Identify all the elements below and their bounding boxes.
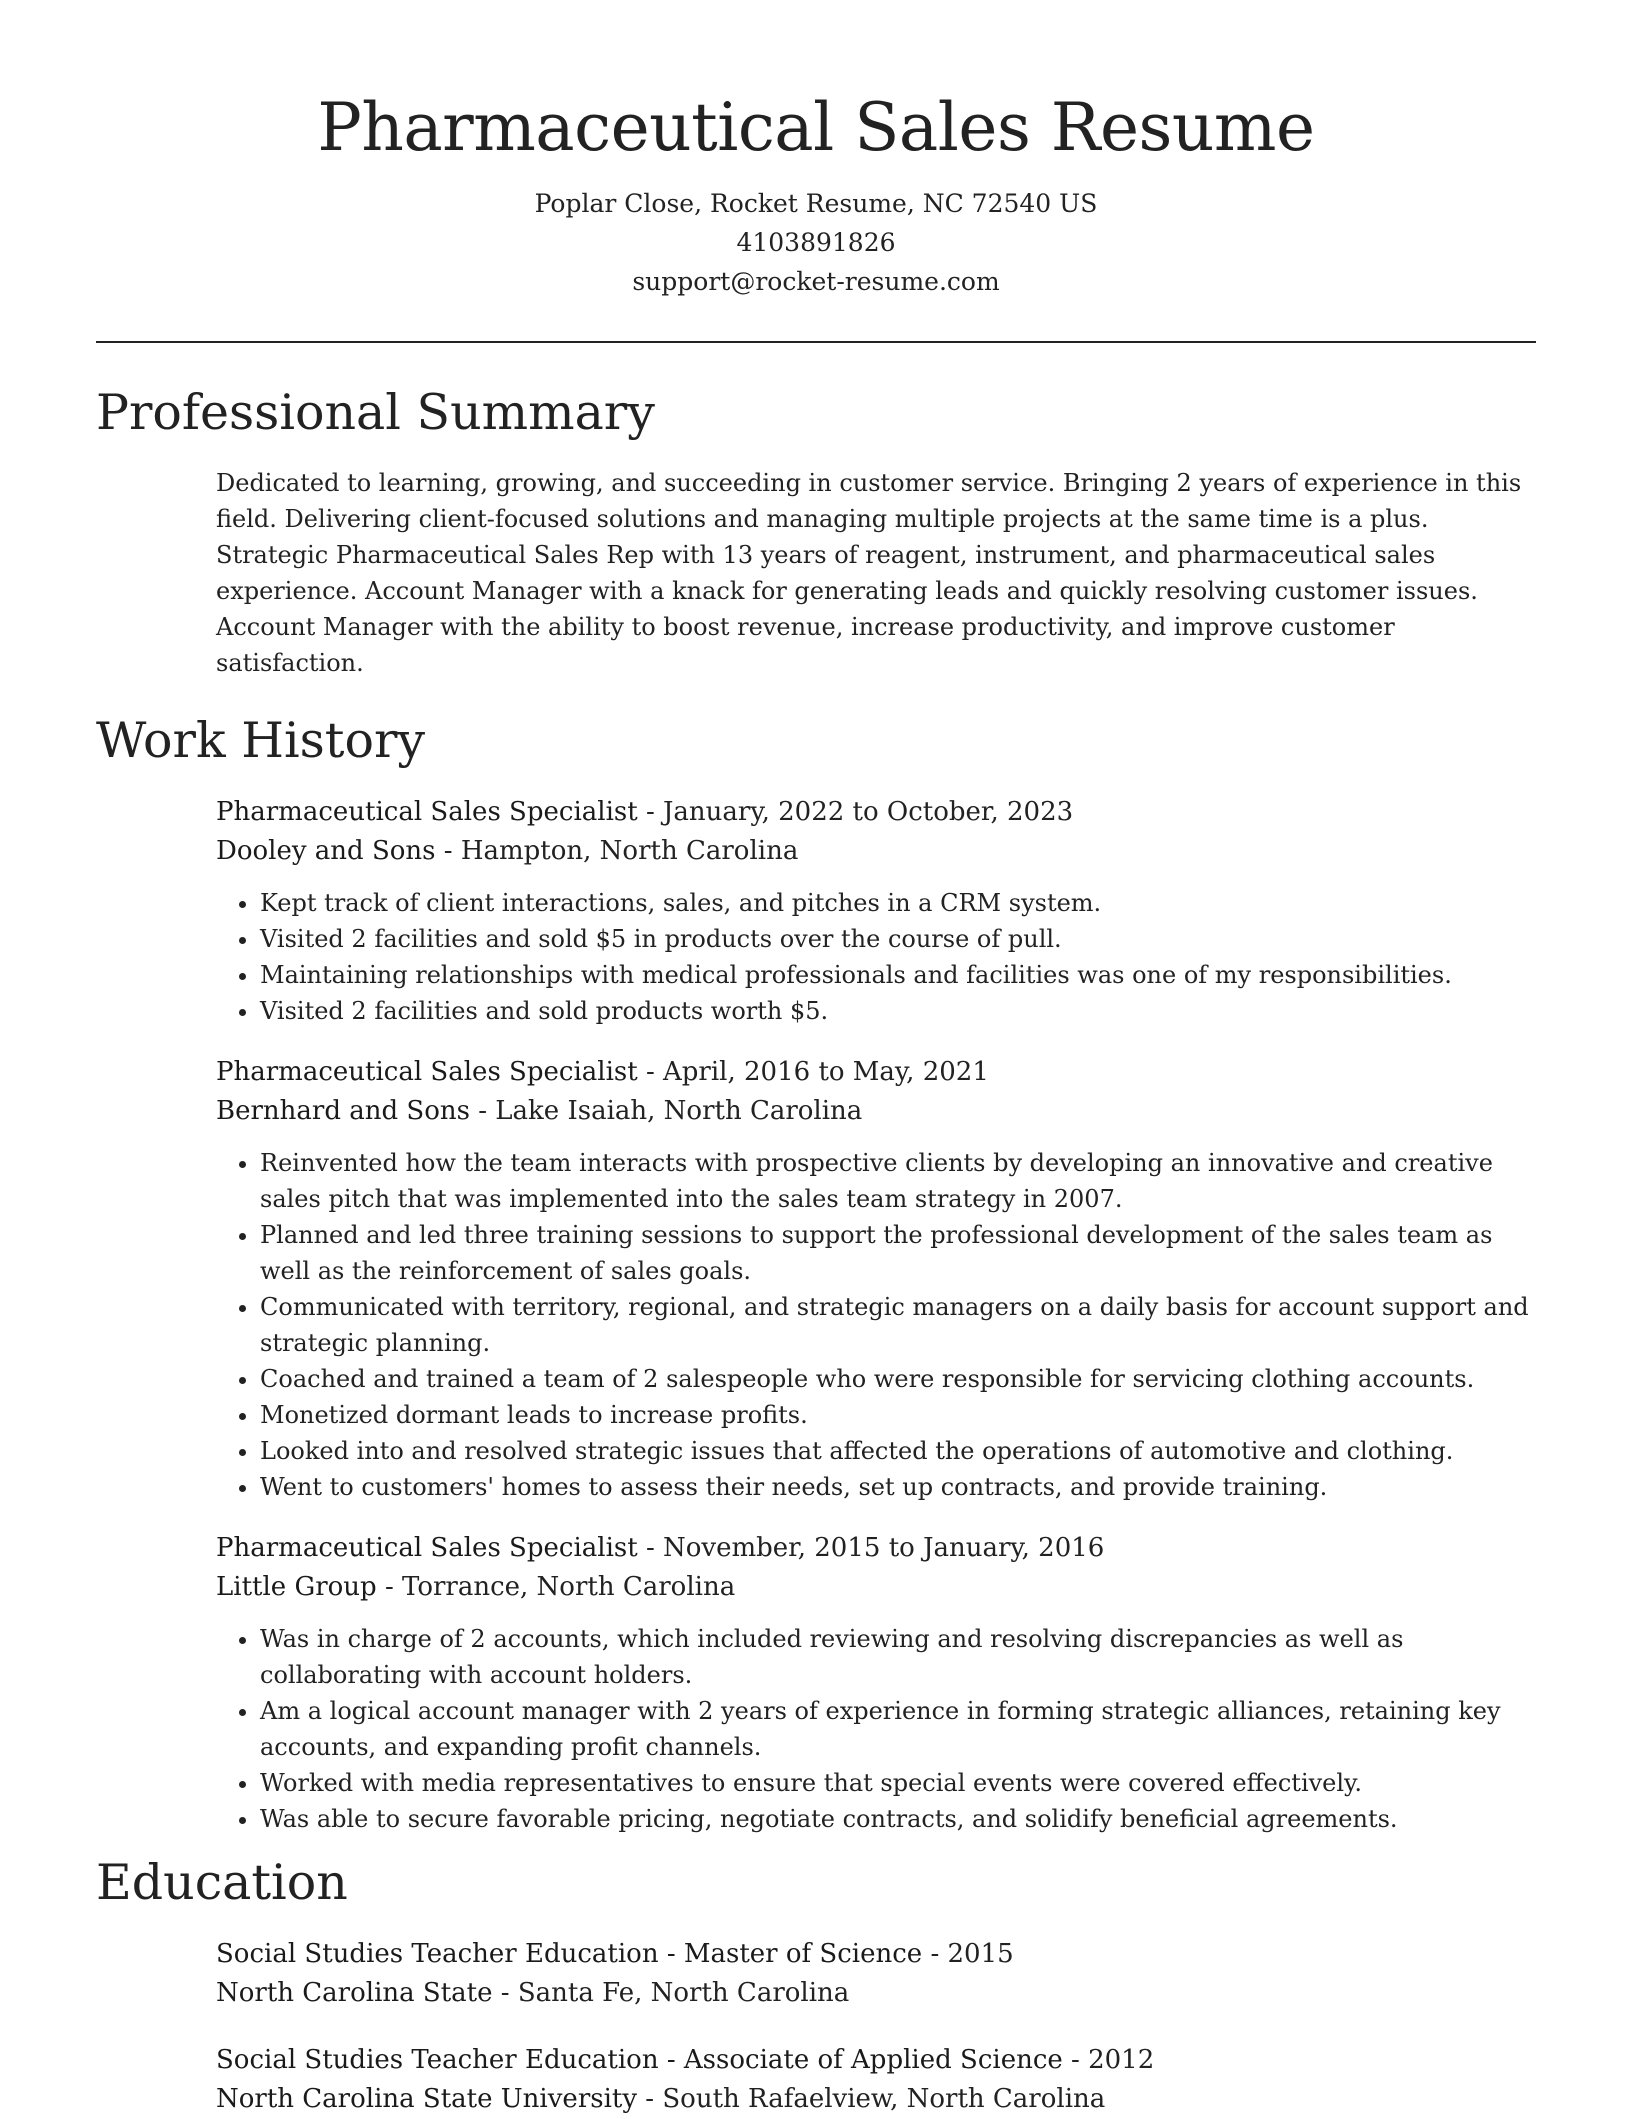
- education-school: North Carolina State: [216, 1978, 493, 2008]
- education-year: - 2015: [922, 1939, 1014, 1969]
- job-bullet: • Kept track of client interactions, sales, and pitches in a CRM system.: [260, 885, 1536, 921]
- job-company-line: [216, 832, 1536, 871]
- education-school: North Carolina State University: [216, 2084, 638, 2114]
- education-degree-line: [216, 1935, 1536, 1974]
- job-company-line: [216, 1092, 1536, 1131]
- job-entry: [216, 1053, 1536, 1505]
- job-bullet: • Visited 2 facilities and sold $5 in products over the course of pull.: [260, 921, 1536, 957]
- education-section: [96, 1851, 1536, 2119]
- job-company: Little Group: [216, 1572, 377, 1602]
- job-bullet: • Was in charge of 2 accounts, which included reviewing and resolving discrepancies as well as collaborating with account holders.: [260, 1621, 1536, 1693]
- job-company: Dooley and Sons: [216, 836, 436, 866]
- job-title-line: [216, 1529, 1536, 1568]
- job-bullet: • Was able to secure favorable pricing, negotiate contracts, and solidify beneficial agreements.: [260, 1801, 1536, 1837]
- education-school-line: [216, 1974, 1536, 2013]
- job-title: Pharmaceutical Sales Specialist: [216, 797, 638, 827]
- contact-phone: 4103891826: [736, 228, 896, 257]
- summary-section: [96, 381, 1536, 681]
- job-dates: - April, 2016 to May, 2021: [637, 1057, 989, 1087]
- education-degree: Social Studies Teacher Education - Master of Science: [216, 1939, 923, 1969]
- education-location: - Santa Fe, North Carolina: [492, 1978, 850, 2008]
- education-entry: [216, 1935, 1536, 2013]
- education-entry: [216, 2041, 1536, 2119]
- job-title-line: [216, 1053, 1536, 1092]
- job-bullet: • Maintaining relationships with medical professionals and facilities was one of my responsibilities.: [260, 957, 1536, 993]
- job-bullet: • Reinvented how the team interacts with prospective clients by developing an innovative and creative sales pitch that was implemented into the sales team strategy in 2007.: [260, 1145, 1536, 1217]
- job-entry: [216, 1529, 1536, 1837]
- job-bullet: • Looked into and resolved strategic issues that affected the operations of automotive and clothing.: [260, 1433, 1536, 1469]
- education-heading: Education: [96, 1854, 348, 1911]
- job-bullet: • Coached and trained a team of 2 salespeople who were responsible for servicing clothing accounts.: [260, 1361, 1536, 1397]
- resume-header: [96, 0, 1536, 301]
- resume-title: Pharmaceutical Sales Resume: [317, 89, 1315, 166]
- job-bullet: • Worked with media representatives to ensure that special events were covered effectively.: [260, 1765, 1536, 1801]
- education-degree-line: [216, 2041, 1536, 2080]
- job-company-line: [216, 1568, 1536, 1607]
- job-title: Pharmaceutical Sales Specialist: [216, 1057, 638, 1087]
- job-bullet: • Monetized dormant leads to increase profits.: [260, 1397, 1536, 1433]
- contact-address: Poplar Close, Rocket Resume, NC 72540 US: [534, 189, 1098, 218]
- contact-info: [96, 184, 1536, 301]
- job-bullets: [216, 1145, 1536, 1505]
- job-bullet: • Went to customers' homes to assess their needs, set up contracts, and provide training.: [260, 1469, 1536, 1505]
- job-bullet: • Planned and led three training sessions to support the professional development of the sales team as well as the reinforcement of sales goals.: [260, 1217, 1536, 1289]
- summary-text: Dedicated to learning, growing, and succeeding in customer service. Bringing 2 years of experience in this field. Delivering client-focused solutions and managing multiple projects at the same time is a plus. Strategic Pharmaceutical Sales Rep with 13 years of reagent, instrument, and pharmaceutical sales experience. Account Manager with a knack for generating leads and quickly resolving customer issues. Account Manager with the ability to boost revenue, increase productivity, and improve customer satisfaction.: [216, 469, 1522, 677]
- job-bullet: • Am a logical account manager with 2 years of experience in forming strategic alliances, retaining key accounts, and expanding profit channels.: [260, 1693, 1536, 1765]
- education-school-line: [216, 2080, 1536, 2119]
- job-bullet: • Communicated with territory, regional, and strategic managers on a daily basis for account support and strategic planning.: [260, 1289, 1536, 1361]
- job-location: - Hampton, North Carolina: [435, 836, 799, 866]
- job-dates: - November, 2015 to January, 2016: [637, 1533, 1105, 1563]
- job-bullets: [216, 885, 1536, 1029]
- job-company: Bernhard and Sons: [216, 1096, 470, 1126]
- job-location: - Torrance, North Carolina: [376, 1572, 736, 1602]
- job-bullet: • Visited 2 facilities and sold products worth $5.: [260, 993, 1536, 1029]
- job-title-line: [216, 793, 1536, 832]
- job-dates: - January, 2022 to October, 2023: [637, 797, 1074, 827]
- work-history-heading: Work History: [96, 712, 426, 769]
- header-divider: [96, 341, 1536, 343]
- summary-heading: Professional Summary: [96, 384, 655, 441]
- work-history-section: [96, 709, 1536, 1837]
- education-degree: Social Studies Teacher Education - Associate of Applied Science: [216, 2045, 1063, 2075]
- contact-email: support@rocket-resume.com: [632, 267, 1000, 296]
- job-entry: [216, 793, 1536, 1029]
- job-location: - Lake Isaiah, North Carolina: [469, 1096, 863, 1126]
- job-title: Pharmaceutical Sales Specialist: [216, 1533, 638, 1563]
- job-bullets: [216, 1621, 1536, 1837]
- education-year: - 2012: [1062, 2045, 1155, 2075]
- education-location: - South Rafaelview, North Carolina: [637, 2084, 1106, 2114]
